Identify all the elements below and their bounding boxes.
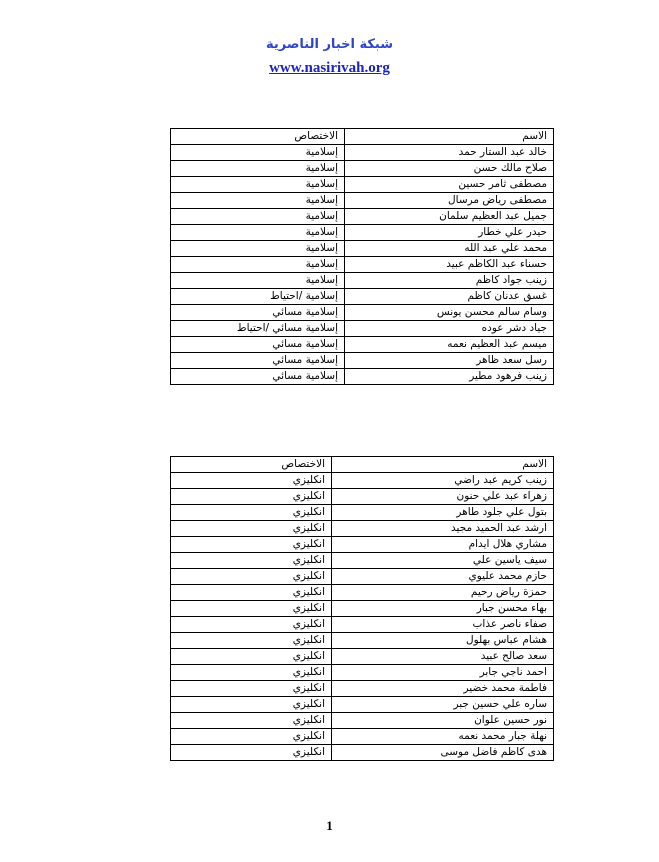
specialty-cell: انكليزي — [171, 713, 332, 729]
specialty-cell: انكليزي — [171, 681, 332, 697]
specialty-column-header: الاختصاص — [171, 129, 345, 145]
name-cell: هشام عباس بهلول — [332, 633, 554, 649]
specialty-cell: إسلامية — [171, 273, 345, 289]
name-cell: حمزة رياض رحيم — [332, 585, 554, 601]
table-row — [171, 569, 554, 585]
name-cell: حيدر علي خطار — [345, 225, 554, 241]
specialty-cell: انكليزي — [171, 553, 332, 569]
name-cell: سيف ياسين علي — [332, 553, 554, 569]
name-cell: زينب فرهود مطير — [345, 369, 554, 385]
table-row — [171, 553, 554, 569]
name-cell: جياد دشر عوده — [345, 321, 554, 337]
table-row — [171, 713, 554, 729]
name-cell: مصطفى ثامر حسين — [345, 177, 554, 193]
specialty-cell: إسلامية /احتياط — [171, 289, 345, 305]
table-row — [171, 321, 554, 337]
name-column-header: الاسم — [332, 457, 554, 473]
specialty-cell: انكليزي — [171, 521, 332, 537]
name-cell: مشاري هلال ايدام — [332, 537, 554, 553]
table-row — [171, 505, 554, 521]
name-cell: بهاء محسن جبار — [332, 601, 554, 617]
table-row — [171, 665, 554, 681]
table-row — [171, 601, 554, 617]
table-row — [171, 273, 554, 289]
name-cell: حازم محمد عليوي — [332, 569, 554, 585]
name-cell: نور حسين علوان — [332, 713, 554, 729]
specialty-cell: انكليزي — [171, 537, 332, 553]
specialty-cell: انكليزي — [171, 489, 332, 505]
table-row — [171, 177, 554, 193]
name-cell: صفاء ناصر عذاب — [332, 617, 554, 633]
english-roster-table — [170, 456, 554, 761]
table-row — [171, 257, 554, 273]
table-row — [171, 521, 554, 537]
name-cell: زينب كريم عبد راضي — [332, 473, 554, 489]
table-row — [171, 209, 554, 225]
specialty-cell: إسلامية مسائي — [171, 369, 345, 385]
specialty-cell: إسلامية — [171, 161, 345, 177]
islamic-roster-table — [170, 128, 554, 385]
specialty-cell: إسلامية — [171, 257, 345, 273]
specialty-cell: إسلامية مسائي — [171, 305, 345, 321]
table-row — [171, 729, 554, 745]
name-cell: جميل عبد العظيم سلمان — [345, 209, 554, 225]
specialty-cell: انكليزي — [171, 585, 332, 601]
name-cell: نهلة جبار محمد نعمه — [332, 729, 554, 745]
table-row — [171, 305, 554, 321]
name-cell: ارشد عبد الحميد مجيد — [332, 521, 554, 537]
specialty-cell: انكليزي — [171, 505, 332, 521]
specialty-cell: إسلامية — [171, 209, 345, 225]
table-row — [171, 241, 554, 257]
table-row — [171, 225, 554, 241]
specialty-cell: انكليزي — [171, 649, 332, 665]
specialty-cell: انكليزي — [171, 473, 332, 489]
table-row — [171, 537, 554, 553]
specialty-cell: إسلامية — [171, 225, 345, 241]
table-row — [171, 617, 554, 633]
specialty-cell: إسلامية مسائي /احتياط — [171, 321, 345, 337]
name-cell: زهراء عبد علي حنون — [332, 489, 554, 505]
specialty-cell: انكليزي — [171, 745, 332, 761]
name-cell: وسام سالم محسن يونس — [345, 305, 554, 321]
name-cell: فاطمة محمد خضير — [332, 681, 554, 697]
table-row — [171, 353, 554, 369]
specialty-cell: إسلامية — [171, 193, 345, 209]
table-row — [171, 697, 554, 713]
name-cell: ميسم عبد العظيم نعمه — [345, 337, 554, 353]
table-header-row — [171, 457, 554, 473]
specialty-cell: انكليزي — [171, 729, 332, 745]
table-row — [171, 473, 554, 489]
name-column-header: الاسم — [345, 129, 554, 145]
table-row — [171, 681, 554, 697]
name-cell: ساره علي حسين جبر — [332, 697, 554, 713]
table-row — [171, 633, 554, 649]
table-row — [171, 289, 554, 305]
table-row — [171, 585, 554, 601]
name-cell: صلاح مالك حسن — [345, 161, 554, 177]
specialty-cell: انكليزي — [171, 665, 332, 681]
name-cell: احمد ناجي جابر — [332, 665, 554, 681]
specialty-column-header: الاختصاص — [171, 457, 332, 473]
name-cell: زينب جواد كاظم — [345, 273, 554, 289]
page-number: 1 — [326, 818, 333, 833]
name-cell: بتول علي جلود طاهر — [332, 505, 554, 521]
specialty-cell: انكليزي — [171, 601, 332, 617]
specialty-cell: إسلامية مسائي — [171, 353, 345, 369]
name-cell: حسناء عبد الكاظم عبيد — [345, 257, 554, 273]
table-row — [171, 145, 554, 161]
site-url-link[interactable]: www.nasirivah.org — [269, 60, 390, 76]
name-cell: محمد علي عبد الله — [345, 241, 554, 257]
name-cell: خالد عبد الستار حمد — [345, 145, 554, 161]
specialty-cell: إسلامية — [171, 241, 345, 257]
name-cell: رسل سعد ظاهر — [345, 353, 554, 369]
table-header-row — [171, 129, 554, 145]
specialty-cell: إسلامية مسائي — [171, 337, 345, 353]
site-title: شبكة اخبار الناصرية — [265, 37, 394, 52]
specialty-cell: انكليزي — [171, 569, 332, 585]
table-row — [171, 489, 554, 505]
table-row — [171, 369, 554, 385]
table-row — [171, 337, 554, 353]
table-row — [171, 193, 554, 209]
specialty-cell: إسلامية — [171, 177, 345, 193]
specialty-cell: انكليزي — [171, 697, 332, 713]
name-cell: غسق عدنان كاظم — [345, 289, 554, 305]
table-row — [171, 161, 554, 177]
name-cell: هدى كاظم فاضل موسى — [332, 745, 554, 761]
name-cell: سعد صالح عبيد — [332, 649, 554, 665]
table-row — [171, 649, 554, 665]
table-row — [171, 745, 554, 761]
specialty-cell: انكليزي — [171, 617, 332, 633]
name-cell: مصطفى رياض مرسال — [345, 193, 554, 209]
specialty-cell: انكليزي — [171, 633, 332, 649]
specialty-cell: إسلامية — [171, 145, 345, 161]
